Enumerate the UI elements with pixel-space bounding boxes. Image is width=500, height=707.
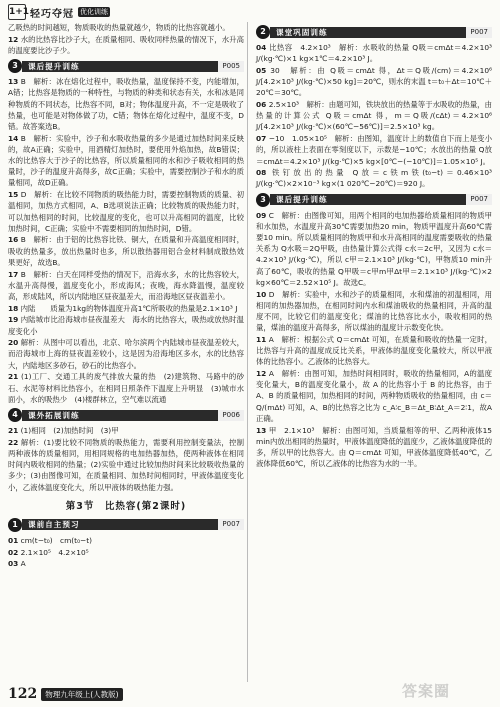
section-number: 3 — [256, 193, 270, 207]
answer-text: 内陆城市比沿海城市昼夜温差大 海水的比热容大，吸热或放热时温度变化小 — [8, 315, 244, 336]
section-title-bar — [270, 194, 492, 205]
column-divider — [247, 22, 248, 682]
answer-text: 内陆 质量为1kg的物体温度升高1℃所吸收的热量是2.1×10³ J — [20, 303, 238, 313]
answer-text: B 解析：白天在同样受热的情况下，沿海水多，水的比热容较大，水温升高得慢，温度变化小，形成海风；夜晚，海水降温慢，温度较高，形成陆风，所以内陆地区昼夜温差大，而沿海地区昼夜温差小。 — [8, 269, 244, 301]
answer-item — [256, 42, 492, 64]
answer-text: 甲 2.1×10³ 解析：由图可知，当质量相等的甲、乙两种液体15 min内放出相同的热量时，甲液体温度降低的温度少，乙液体温度降低的多，所以甲的比热容大。由 Q＝cmΔt 可知，甲液体温度降低40℃，乙液体降低60℃，所以乙液体的比热容为水的一半。 — [256, 425, 492, 469]
book-title: 物理九年级上(人教版) — [41, 688, 122, 701]
section-bar — [8, 59, 244, 73]
page-number: 122 — [8, 686, 38, 702]
section-number: 2 — [256, 25, 270, 39]
section-number: 4 — [8, 408, 22, 422]
question-number: 13 — [256, 425, 267, 435]
question-number: 05 — [256, 65, 267, 75]
answer-text: D 解析：在比较不同物质的吸热能力时，需要控制物质的质量、初温相同，加热方式相同，A、B选项说法正确；比较物质的吸热能力时，可以加热相同的时间，比较温度的变化，也可以升高相同的温度，比较加热时间，C正确；实验中不需要相同的加热时间，D错。 — [8, 190, 244, 233]
question-number: 17 — [8, 269, 19, 279]
answer-item — [8, 337, 244, 371]
answer-item — [8, 76, 244, 132]
question-number: 19 — [8, 315, 19, 325]
answer-item — [8, 234, 244, 268]
question-number: 01 — [8, 535, 19, 545]
answer-text: B 解析：冰在熔化过程中，吸收热量，温度保持不变，内能增加，A错；比热容是物质的一种特性，与物质的种类和状态有关，水和冰是同种物质的不同状态，比热容不同，B对；物体温度升高，不一定是吸收了热量，也可能是对物体做了功，C错；物体在熔化过程中，温度不变，D错。故答案选B。 — [8, 77, 244, 131]
question-number: 10 — [256, 289, 267, 299]
section-title: 课堂巩固训练 — [276, 27, 328, 37]
question-number: 09 — [256, 210, 267, 220]
answer-item — [256, 334, 492, 368]
question-number: 11 — [256, 334, 267, 344]
brand-logo: 1+1 — [8, 4, 26, 20]
answer-text: (1)工厂、交通工具的废气排放大量的热 (2)建筑物、马路中的砂石、水泥等材料比热容小，在相同日照条件下温度上升明显 (3)城市水面小，水的吸热少 (4)楼群林立，空气难以流通 — [8, 372, 244, 404]
left-column — [8, 22, 244, 570]
question-number: 21 — [8, 372, 19, 382]
section-page-ref: P005 — [218, 61, 244, 72]
section-title: 课后提升训练 — [276, 195, 328, 205]
section-page-ref: P006 — [218, 410, 244, 421]
question-number: 13 — [8, 77, 19, 87]
answer-text: 2.1×10⁵ 4.2×10⁵ — [20, 547, 89, 557]
answer-text: B 解析：由于铝的比热容比铁、铜大，在质量和升高温度相同时，吸收的热量多，放出热量时也多，所以散热器用铝合金材料制成散热效果更好，故选B。 — [8, 235, 244, 267]
page-footer — [8, 686, 123, 702]
answer-text: A 解析：根据公式 Q＝cmΔt 可知，在质量和吸收的热量一定时，比热容与升高的温度成反比关系，甲液体的温度变化量较大，所以甲液体的比热容小。乙液体的比热容大。 — [256, 334, 492, 367]
question-number: 22 — [8, 437, 19, 447]
section-title: 课外拓展训练 — [28, 410, 80, 420]
section-bar — [256, 25, 492, 39]
section-number: 3 — [8, 59, 22, 73]
answer-text: 解析：(1)要比较不同物质的吸热能力，需要利用控制变量法，控制两种液体的质量相同，用相同规格的电加热器加热，使两种液体在相同时间内吸收相同的热量；(2)实验中通过比较加热时间来比较吸收热量的多少；(3)由图像可知，在质量相同、加热时间相同时，甲液体温度变化小，乙液体温度变化大，所以甲液体的吸热能力强。 — [8, 437, 244, 492]
question-number: 20 — [8, 338, 19, 348]
right-column — [256, 22, 492, 470]
answer-text: C 解析：由图像可知，用两个相同的电加热器给质量相同的物质甲和水加热，水温度升高30℃需要加热20 min，物质甲温度升高60℃需要10 min。所以质量相同的物质甲和水升高相同的温度需要吸收的热量关系为 Q水吸＝2Q甲吸，由热量计算公式得 c水＝2c甲，又因为 c水＝4.2×10³ J/(kg·℃)，所以 c甲＝2.1×10³ J/(kg·℃)，甲物质10 min升高了60℃，吸收的热量 Q甲吸＝c甲m甲Δt甲＝2.1×10³ J/(kg·℃)×2 kg×60℃＝2.52×10⁵ J。故选C。 — [256, 210, 492, 287]
answer-item — [8, 437, 244, 493]
answer-text: −10 1.05×10⁵ 解析：由图知，温度计上的数值自下而上是变小的，所以液柱上表面在零刻度以下，示数是−10℃；水放出的热量 Q放＝cmΔt＝4.2×10³ J/(kg·℃)×5 kg×[0℃−(−10℃)]＝1.05×10⁵ J。 — [256, 134, 492, 166]
section-bar — [8, 408, 244, 422]
question-number: 12 — [256, 368, 267, 378]
section-title: 课前自主预习 — [28, 520, 80, 530]
answer-text: 30 解析：由 Q吸＝cmΔt 得，Δt＝Q吸/(cm)＝4.2×10⁶ J/[4.2×10³ J/(kg·℃)×50 kg]＝20℃，则水的末温 t＝t₀＋Δt＝10℃＋20℃＝30℃。 — [256, 65, 492, 98]
answer-text: 比热容 4.2×10³ 解析：水吸收的热量 Q吸＝cmΔt＝4.2×10³ J/(kg·℃)×1 kg×1℃＝4.2×10³ J。 — [256, 43, 492, 64]
answer-item — [256, 167, 492, 189]
question-number: 18 — [8, 303, 19, 313]
answer-text: 铁钉放出的热量 Q放＝c铁m铁(t₀−t)＝0.46×10³ J/(kg·℃)×2×10⁻³ kg×(1 020℃−20℃)＝920 J。 — [256, 168, 492, 189]
answer-text: 2.5×10³ 解析：由题可知，铁块放出的热量等于水吸收的热量，由热量的计算公式 Q吸＝cmΔt 得，m＝Q吸/(cΔt)＝4.2×10⁶ J/[4.2×10³ J/(kg·℃)×(60℃−56℃)]＝2.5×10³ kg。 — [256, 100, 492, 132]
answer-text: B 解析：实验中，沙子和水吸收热量的多少是通过加热时间来反映的，故A正确；实验中，用酒精灯加热时，要使用外焰加热，故B错误；水的比热容大于沙子的比热容，所以质量相同的水和沙子吸收相同的热量时，沙子的温度升高得多，故C正确；实验中，需要控制沙子和水的质量相同，故D正确。 — [8, 133, 244, 188]
watermark-logo: 答案圈 — [402, 682, 451, 700]
answer-item — [8, 314, 244, 336]
answer-item — [8, 133, 244, 189]
question-number: 03 — [8, 559, 19, 569]
question-number: 06 — [256, 100, 267, 110]
section-title-bar — [22, 519, 244, 530]
question-number: 04 — [256, 43, 267, 52]
answer-item — [8, 303, 244, 314]
section-page-ref: P007 — [466, 27, 492, 38]
answer-item — [256, 368, 492, 424]
answer-text: 解析：从图中可以看出，北京、哈尔滨两个内陆城市昼夜温差较大，而沿海城市上海的昼夜温差较小，这是因为沿海地区多水，水的比热容大，内陆地区多砂石，砂石的比热容小。 — [8, 338, 244, 370]
question-number: 16 — [8, 235, 19, 245]
brand-name: 轻巧夺冠 — [30, 8, 74, 20]
question-number: 15 — [8, 190, 19, 200]
section-title: 课后提升训练 — [28, 61, 80, 71]
brand-subtitle: 优化训练 — [80, 8, 108, 16]
answer-text: A 解析：由图可知，加热时间相同时，吸收的热量相同，A的温度变化量大，B的温度变化量小，故 A 的比热容小于 B 的比热容，由于 A、B 的质量相同，加热相同的时间，两种物质吸收的热量相同，由 c＝Q/(mΔt) 可知，A、B的比热容之比为 c_A∶c_B＝Δt_B∶Δt_A＝2∶1，故A正确。 — [256, 368, 492, 423]
answer-item — [8, 269, 244, 303]
answer-text: cm(t−t₀) cm(t₀−t) — [20, 535, 93, 545]
answer-item — [8, 371, 244, 405]
answer-item — [8, 22, 244, 33]
section-title-bar — [22, 410, 244, 421]
page-header — [8, 4, 110, 20]
question-number: 02 — [8, 547, 19, 557]
answer-item — [8, 425, 244, 436]
answer-item — [8, 547, 244, 558]
answer-item — [256, 289, 492, 334]
answer-text: A — [20, 559, 26, 569]
section-title-bar — [270, 27, 492, 38]
section-bar — [8, 518, 244, 532]
section-page-ref: P007 — [218, 519, 244, 530]
answer-item — [256, 210, 492, 288]
question-number: 21 — [8, 426, 19, 435]
section-page-ref: P007 — [466, 194, 492, 205]
answer-item — [8, 34, 244, 56]
answer-item — [256, 133, 492, 167]
answer-text: D 解析：实验中，水和沙子的质量相同，水和煤油的初温相同，用相同的加热器加热，在相同时间内水和煤油吸收的热量相同，升高的温度不同，比较它们的温度变化；煤油的比热容比水小，吸收相同的热量，煤油的温度升高得多，所以煤油的温度计示数变化快。 — [256, 289, 492, 333]
answer-item — [8, 189, 244, 234]
answer-text: (1)相同 (2)加热时间 (3)甲 — [20, 426, 119, 435]
answer-item — [256, 99, 492, 133]
answer-item — [8, 558, 244, 569]
section-number: 1 — [8, 518, 22, 532]
answer-text: 水的比热容比沙子大，在质量相同、吸收同样热量的情况下，水升高的温度要比沙子少。 — [8, 34, 244, 55]
question-number: 12 — [8, 34, 19, 44]
answer-item — [256, 425, 492, 470]
answer-item — [256, 65, 492, 99]
answer-item — [8, 535, 244, 546]
section-title-bar — [22, 61, 244, 72]
question-number: 08 — [256, 168, 267, 178]
question-number: 14 — [8, 133, 19, 143]
question-number: 07 — [256, 134, 267, 144]
answer-text: 乙吸热的时间越短，物质吸收的热量就越少，物质的比热容就越小。 — [8, 23, 230, 32]
lesson-title: 第3节 比热容(第2课时) — [65, 500, 187, 512]
section-bar — [256, 193, 492, 207]
